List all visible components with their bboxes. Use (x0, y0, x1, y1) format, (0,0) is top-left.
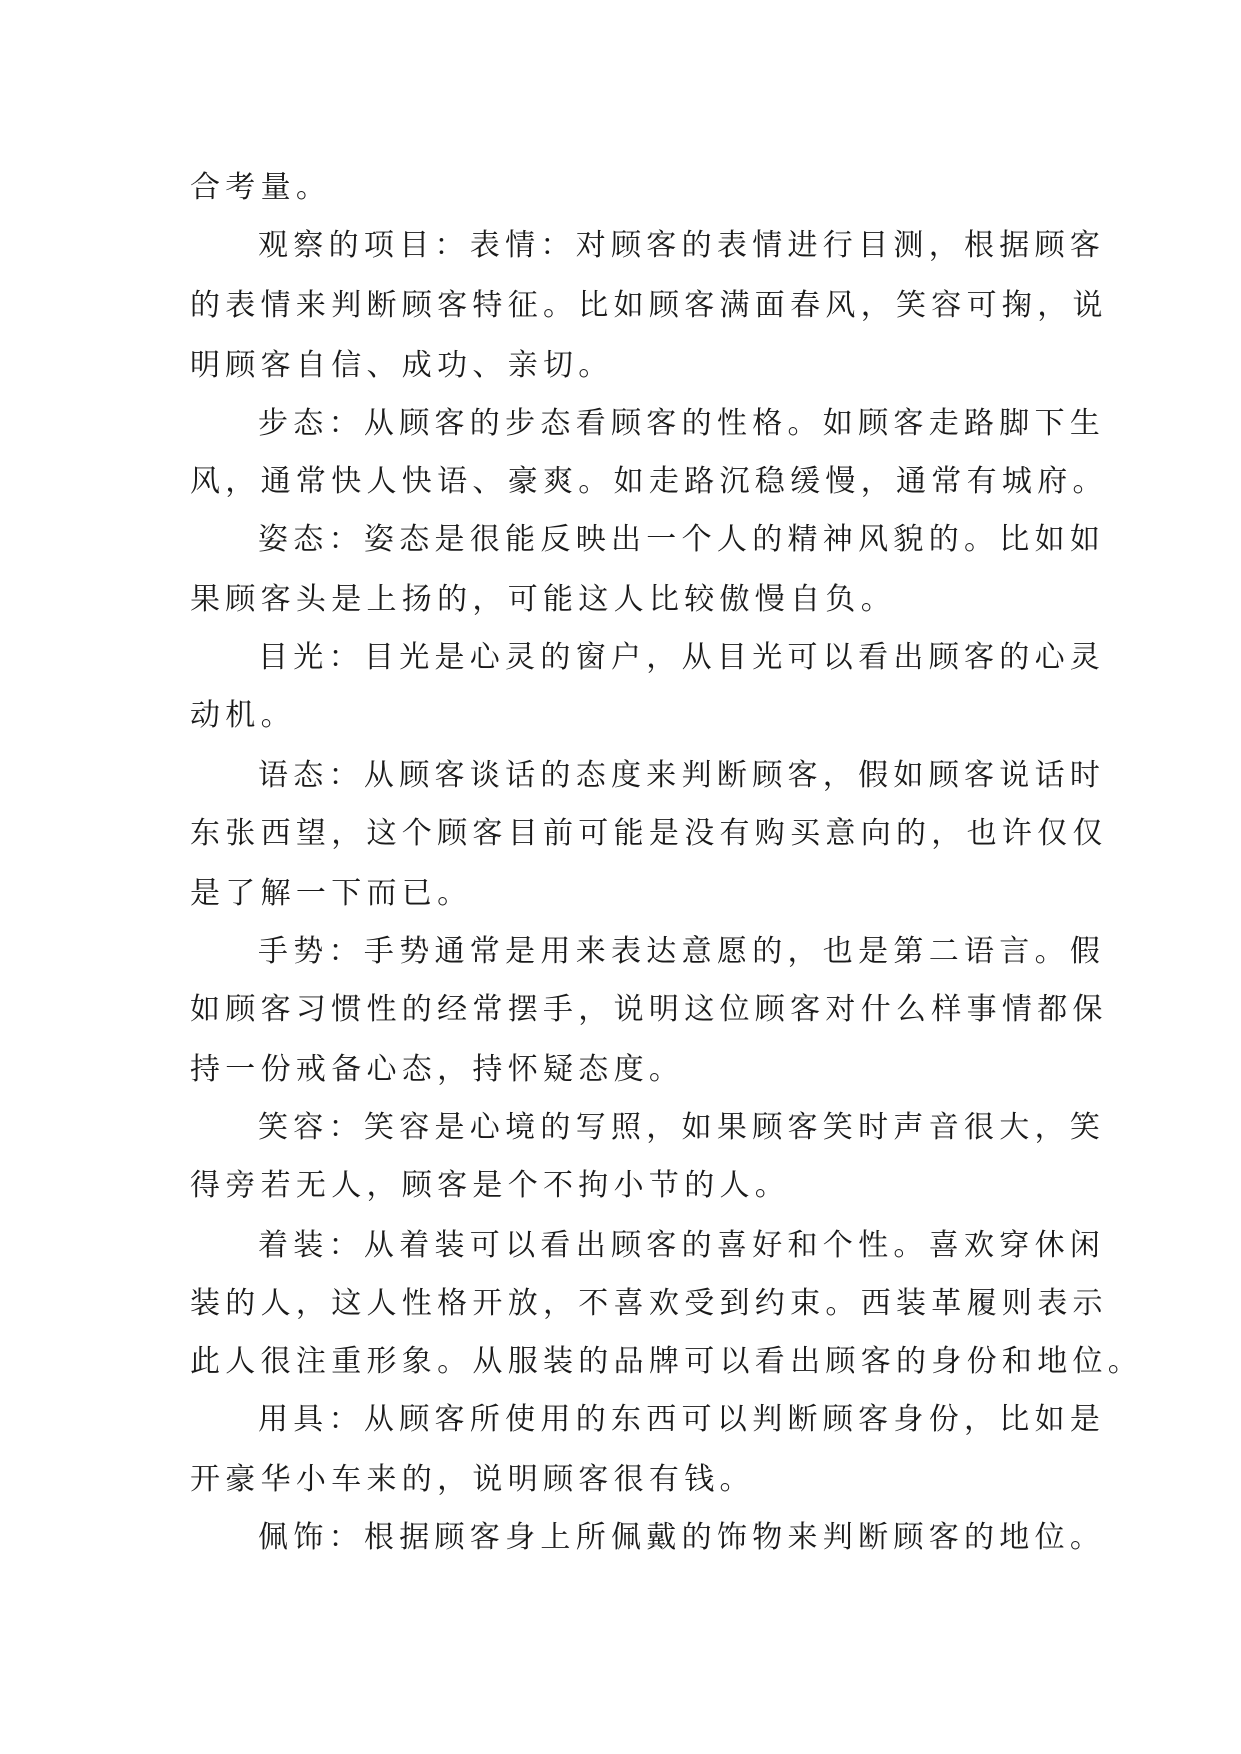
text-line: 风，通常快人快语、豪爽。如走路沉稳缓慢，通常有城府。 (190, 464, 1108, 499)
text-line: 此人很注重形象。从服装的品牌可以看出顾客的身份和地位。 (190, 1344, 1144, 1379)
text-line: 的表情来判断顾客特征。比如顾客满面春风，笑容可掬，说 (190, 288, 1108, 323)
text-line: 明顾客自信、成功、亲切。 (190, 348, 614, 383)
text-line: 持一份戒备心态，持怀疑态度。 (190, 1052, 685, 1087)
text-line: 得旁若无人，顾客是个不拘小节的人。 (190, 1168, 791, 1203)
paragraph-posture: 姿态：姿态是很能反映出一个人的精神风貌的。比如如 (258, 522, 1106, 557)
paragraph-smile: 笑容：笑容是心境的写照，如果顾客笑时声音很大，笑 (258, 1110, 1106, 1145)
paragraph-gesture: 手势：手势通常是用来表达意愿的，也是第二语言。假 (258, 934, 1106, 969)
text-line: 开豪华小车来的，说明顾客很有钱。 (190, 1462, 755, 1497)
text-line: 装的人，这人性格开放，不喜欢受到约束。西装革履则表示 (190, 1286, 1108, 1321)
paragraph-accessories: 佩饰：根据顾客身上所佩戴的饰物来判断顾客的地位。 (258, 1520, 1106, 1555)
paragraph-attire: 着装：从着装可以看出顾客的喜好和个性。喜欢穿休闲 (258, 1228, 1106, 1263)
text-line: 如顾客习惯性的经常摆手，说明这位顾客对什么样事情都保 (190, 992, 1108, 1027)
paragraph-speech: 语态：从顾客谈话的态度来判断顾客，假如顾客说话时 (258, 758, 1106, 793)
paragraph-belongings: 用具：从顾客所使用的东西可以判断顾客身份，比如是 (258, 1402, 1106, 1437)
paragraph-gaze: 目光：目光是心灵的窗户，从目光可以看出顾客的心灵 (258, 640, 1106, 675)
paragraph-observation-items: 观察的项目：表情：对顾客的表情进行目测，根据顾客 (258, 228, 1106, 263)
text-line: 果顾客头是上扬的，可能这人比较傲慢自负。 (190, 582, 896, 617)
paragraph-gait: 步态：从顾客的步态看顾客的性格。如顾客走路脚下生 (258, 406, 1106, 441)
text-line: 是了解一下而已。 (190, 876, 473, 911)
text-line: 合考量。 (190, 170, 332, 205)
text-line: 东张西望，这个顾客目前可能是没有购买意向的，也许仅仅 (190, 816, 1108, 851)
text-line: 动机。 (190, 698, 296, 733)
